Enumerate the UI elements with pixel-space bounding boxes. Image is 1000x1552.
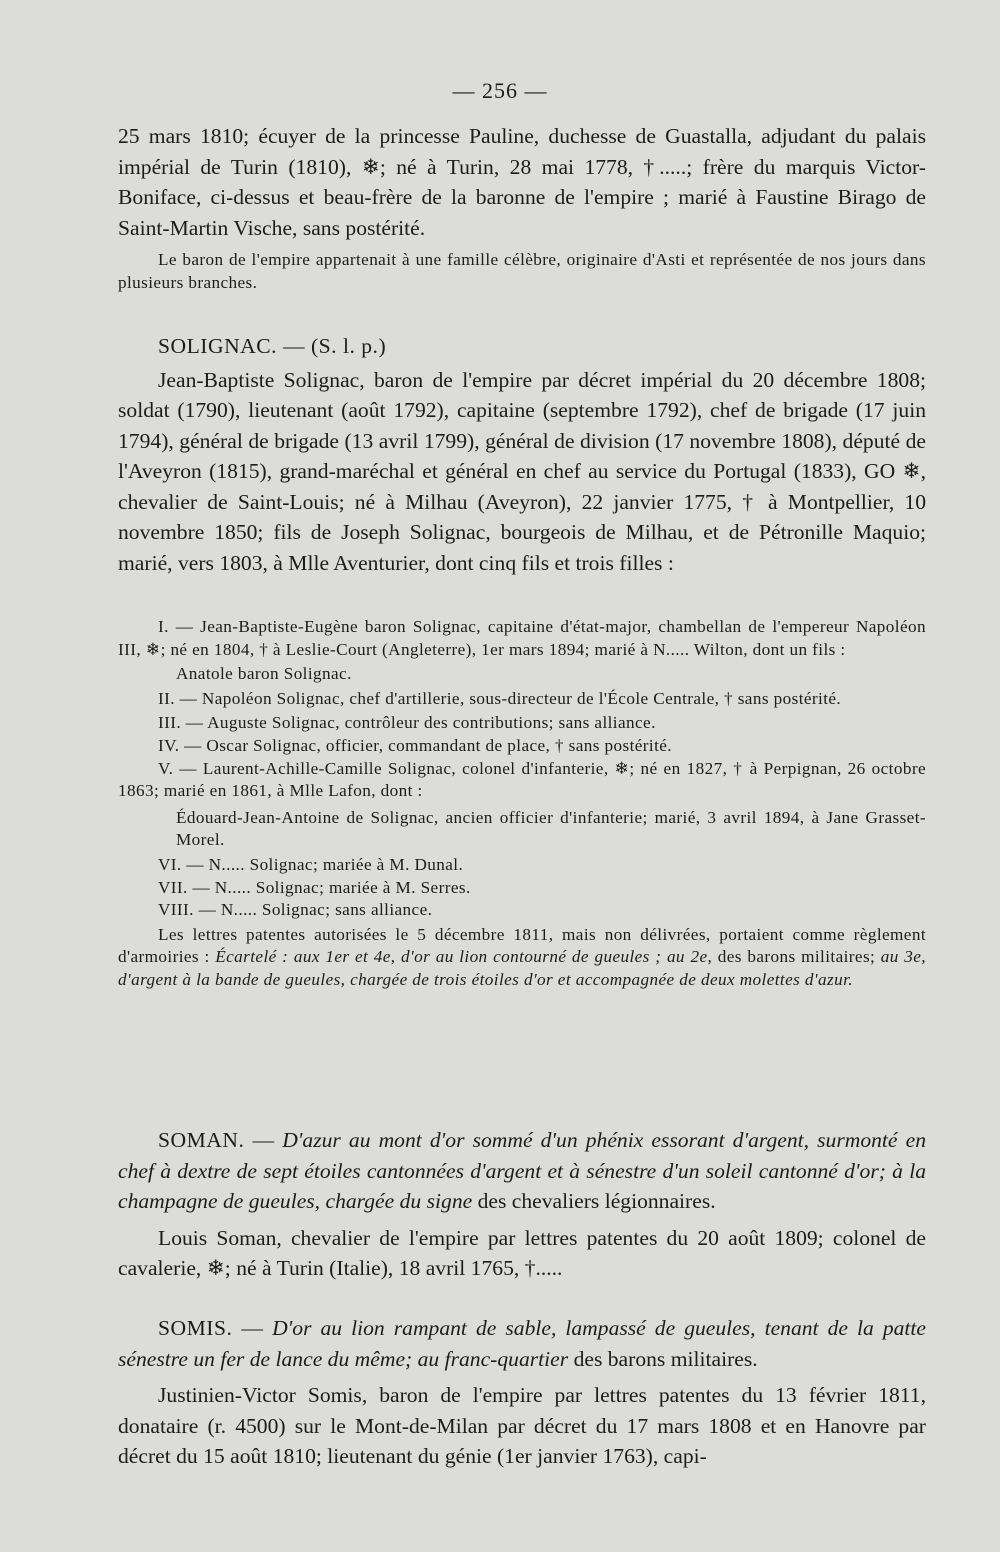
list-item: III. — Auguste Solignac, contrôleur des contributions; sans alliance. xyxy=(158,713,656,733)
list-item: II. — Napoléon Solignac, chef d'artillerie, sous-directeur de l'École Centrale, † sans postérité. xyxy=(158,688,842,708)
page-number: — 256 — xyxy=(452,78,548,103)
arms-note-text: des barons militaires; xyxy=(712,947,881,967)
arms-note-blazon: au 3e, d'argent à la bande de gueules, chargée de trois étoiles d'or et accompagnée de deux molettes d'azur. xyxy=(118,947,926,989)
heading-dash: — xyxy=(232,1316,273,1340)
somis-section xyxy=(118,1313,926,1472)
list-item: IV. — Oscar Solignac, officier, commandant de place, † sans postérité. xyxy=(158,735,672,755)
soman-section xyxy=(118,1125,926,1284)
solignac-section xyxy=(118,331,926,578)
list-item: VIII. — N..... Solignac; sans alliance. xyxy=(158,900,433,920)
somis-blazon-end: des barons militaires. xyxy=(568,1346,758,1371)
soman-blazon-end: des chevaliers légionnaires. xyxy=(472,1189,716,1213)
heading-dash: — xyxy=(244,1128,283,1152)
intro-paragraph: 25 mars 1810; écuyer de la princesse Pauline, duchesse de Guastalla, adjudant du palais impérial de Turin (1810), ❄; né à Turin, 28 mai 1778, †.....; frère du marquis Victor-Boniface, ci-dessus et beau-frère de la baronne de l'empire ; marié à Faustine Birago de Saint-Martin Vische, sans postérité. xyxy=(118,124,926,240)
arms-note-text: Les lettres patentes autorisées le 5 décembre 1811, mais non délivrées, portaient comme règlement d'armoiries : xyxy=(118,924,926,967)
soman-heading: SOMAN. xyxy=(158,1128,245,1152)
soman-main-paragraph: Louis Soman, chevalier de l'empire par lettres patentes du 20 août 1809; colonel de cavalerie, ❄; né à Turin (Italie), 18 avril 1765, †..... xyxy=(118,1225,926,1280)
somis-arms-paragraph xyxy=(118,1313,926,1374)
list-item: Édouard-Jean-Antoine de Solignac, ancien officier d'infanterie; marié, 3 avril 1894, à Jane Grasset-Morel. xyxy=(176,807,926,850)
soman-arms-paragraph xyxy=(118,1125,926,1217)
list-item: VII. — N..... Solignac; mariée à M. Serres. xyxy=(158,877,471,897)
solignac-heading: SOLIGNAC. — (S. l. p.) xyxy=(158,334,387,358)
somis-main-paragraph: Justinien-Victor Somis, baron de l'empire par lettres patentes du 13 février 1811, donataire (r. 4500) sur le Mont-de-Milan par décret du 17 mars 1808 et en Hanovre par décret du 15 août 1810; lieutenant du génie (1er janvier 1763), capi- xyxy=(118,1383,926,1468)
somis-blazon: D'or au lion rampant de sable, lampassé de gueules, tenant de la patte sénestre un fer de lance du même; au franc-quartier xyxy=(118,1316,927,1371)
list-item: Anatole baron Solignac. xyxy=(176,664,352,684)
list-item: VI. — N..... Solignac; mariée à M. Dunal. xyxy=(158,854,464,874)
list-item: V. — Laurent-Achille-Camille Solignac, colonel d'infanterie, ❄; né en 1827, † à Perpignan, 26 octobre 1863; marié en 1861, à Mlle Lafon, dont : xyxy=(118,758,926,801)
solignac-children-list xyxy=(118,616,926,992)
intro-note: Le baron de l'empire appartenait à une famille célèbre, originaire d'Asti et représentée de nos jours dans plusieurs branches. xyxy=(118,250,926,292)
somis-heading: SOMIS. xyxy=(158,1316,233,1340)
solignac-main-paragraph: Jean-Baptiste Solignac, baron de l'empire par décret impérial du 20 décembre 1808; soldat (1790), lieutenant (août 1792), capitaine (septembre 1792), chef de brigade (17 juin 1794), général de brigade (13 avril 1799), général de division (17 novembre 1808), député de l'Aveyron (1815), grand-maréchal et général en chef au service du Portugal (1833), GO ❄, chevalier de Saint-Louis; né à Milhau (Aveyron), 22 janvier 1775, † à Montpellier, 10 novembre 1850; fils de Joseph Solignac, bourgeois de Milhau, et de Pétronille Maquio; marié, vers 1803, à Mlle Aventurier, dont cinq fils et trois filles : xyxy=(118,367,926,575)
soman-blazon: D'azur au mont d'or sommé d'un phénix essorant d'argent, surmonté en chef à dextre de sept étoiles cantonnées d'argent et à sénestre d'un soleil cantonné d'or; à la champagne de gueules, chargée du signe xyxy=(118,1128,926,1213)
solignac-arms-note xyxy=(118,924,926,992)
intro-note-block xyxy=(118,249,926,294)
arms-note-blazon: Écartelé : aux 1er et 4e, d'or au lion contourné de gueules ; au 2e, xyxy=(215,947,713,967)
intro-paragraph-block xyxy=(118,121,926,243)
list-item: I. — Jean-Baptiste-Eugène baron Solignac, capitaine d'état-major, chambellan de l'empereur Napoléon III, ❄; né en 1804, † à Leslie-Court (Angleterre), 1er mars 1894; marié à N..... Wilton, dont un fils : xyxy=(118,617,926,659)
